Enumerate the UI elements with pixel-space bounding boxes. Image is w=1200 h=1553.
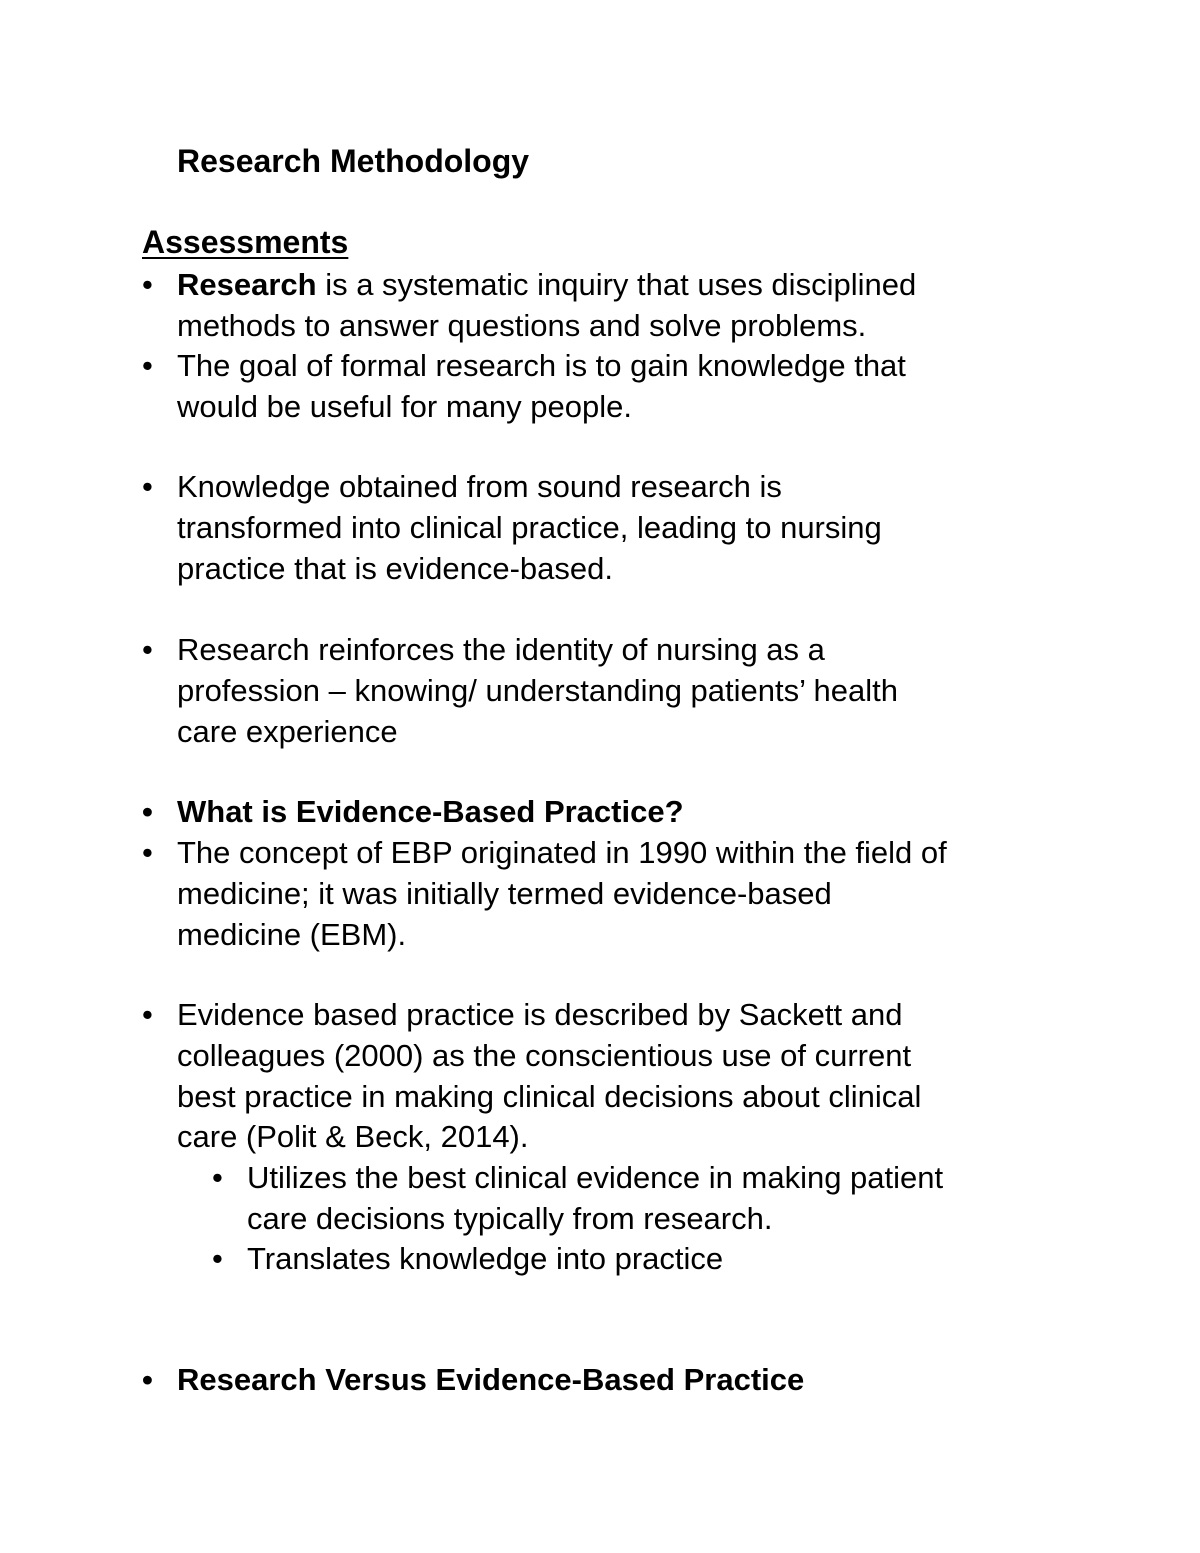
bullet-item — [142, 265, 916, 347]
bullet-text — [177, 265, 916, 347]
bullet-line: Research reinforces the identity of nursing as a — [177, 632, 825, 667]
bullet-line: practice that is evidence-based. — [177, 550, 613, 586]
bullet-text — [247, 1158, 943, 1240]
bullet-text — [177, 995, 921, 1158]
bullet-line — [177, 265, 916, 306]
bullet-marker: • — [212, 1241, 223, 1276]
bullet-line-rest: is a systematic inquiry that uses disciplined — [316, 267, 917, 302]
bullet-line: Knowledge obtained from sound research is — [177, 469, 782, 504]
bullet-marker: • — [142, 997, 153, 1032]
bullet-line: medicine (EBM). — [177, 916, 407, 952]
bold-term-research: Research — [177, 267, 317, 302]
bullet-line: colleagues (2000) as the conscientious use of current — [177, 1037, 912, 1073]
bullet-text — [177, 346, 906, 428]
bullet-line: The concept of EBP originated in 1990 within the field of — [177, 835, 947, 870]
bullet-item — [142, 630, 898, 752]
bullet-text — [177, 792, 684, 833]
bullet-line: Evidence based practice is described by Sackett and — [177, 997, 903, 1032]
bullet-marker: • — [142, 794, 153, 829]
bullet-text — [177, 630, 898, 752]
section-heading-assessments: Assessments — [142, 224, 349, 260]
bullet-marker: • — [142, 267, 153, 302]
bullet-item-heading — [142, 792, 684, 833]
bullet-item — [142, 995, 921, 1158]
bullet-item — [142, 467, 882, 589]
bullet-item — [142, 833, 947, 955]
bullet-line: Translates knowledge into practice — [247, 1241, 724, 1276]
bullet-item-heading — [142, 1360, 804, 1401]
subheading-research-vs-ebp: Research Versus Evidence-Based Practice — [177, 1362, 805, 1397]
bullet-line: The goal of formal research is to gain knowledge that — [177, 348, 906, 383]
sub-bullet-item — [212, 1158, 943, 1240]
bullet-line: care (Polit & Beck, 2014). — [177, 1119, 529, 1155]
bullet-marker: • — [142, 835, 153, 870]
bullet-line: profession – knowing/ understanding patients’ health — [177, 672, 898, 708]
bullet-line: medicine; it was initially termed evidence-based — [177, 875, 832, 911]
bullet-text — [247, 1239, 723, 1280]
bullet-marker: • — [212, 1160, 223, 1195]
bullet-text — [177, 833, 947, 955]
bullet-text — [177, 467, 882, 589]
bullet-line: care decisions typically from research. — [247, 1200, 773, 1236]
document-title: Research Methodology — [177, 143, 530, 179]
bullet-line: best practice in making clinical decisions about clinical — [177, 1078, 922, 1114]
bullet-line: Utilizes the best clinical evidence in making patient — [247, 1160, 944, 1195]
bullet-line: care experience — [177, 713, 398, 749]
bullet-marker: • — [142, 469, 153, 504]
bullet-marker: • — [142, 632, 153, 667]
bullet-marker: • — [142, 348, 153, 383]
bullet-item — [142, 346, 906, 428]
bullet-line: transformed into clinical practice, leading to nursing — [177, 509, 882, 545]
bullet-marker: • — [142, 1362, 153, 1397]
subheading-what-is-ebp: What is Evidence-Based Practice? — [177, 794, 684, 829]
bullet-text — [177, 1360, 804, 1401]
bullet-line: would be useful for many people. — [177, 388, 632, 424]
bullet-line: methods to answer questions and solve problems. — [177, 307, 867, 343]
sub-bullet-item — [212, 1239, 723, 1280]
